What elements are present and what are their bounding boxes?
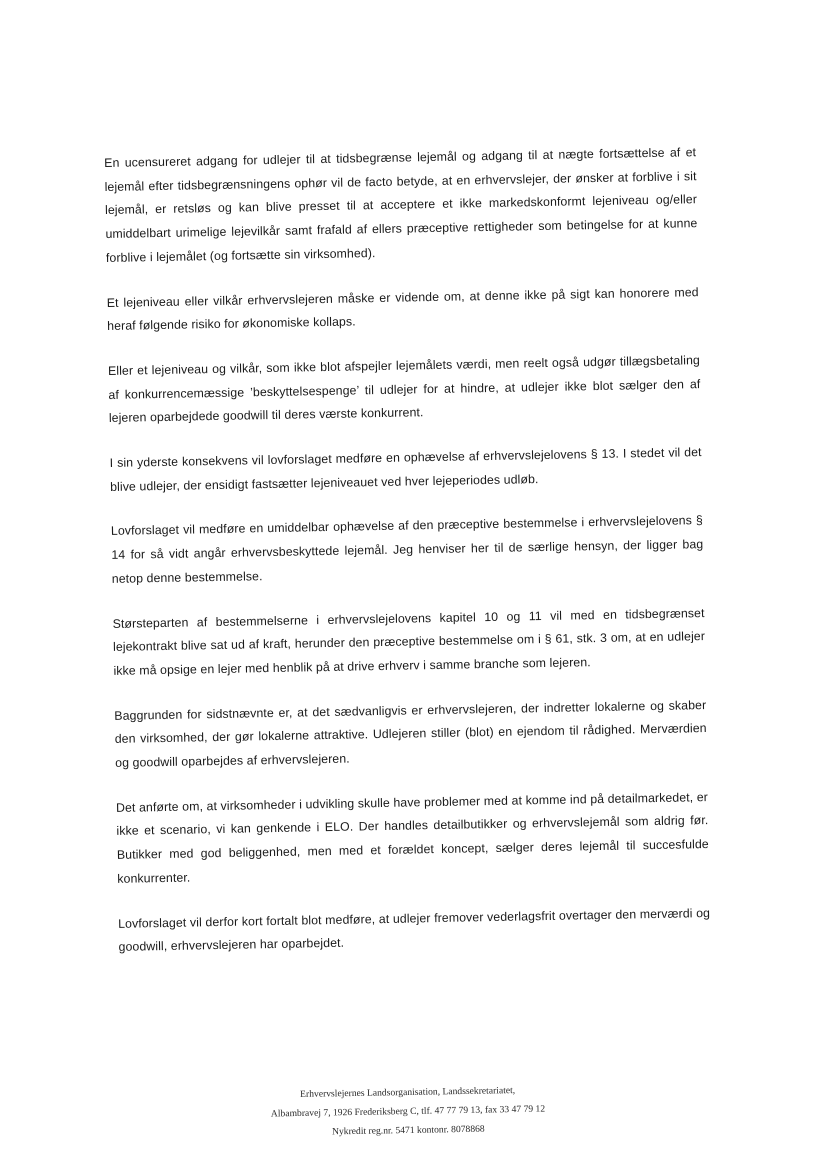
paragraph: Lovforslaget vil medføre en umiddelbar ophævelse af den præceptive bestemmelse i erhvervslejelovens § 14 for så vidt angår erhvervsbeskyttede lejemål. Jeg henviser her til de særlige hensyn, der ligger bag netop denne bestemmelse. — [110, 513, 704, 586]
footer-address: Albambravej 7, 1926 Frederiksberg C, tlf. 47 77 79 13, fax 33 47 79 12 — [270, 1103, 546, 1120]
paragraph: Det anførte om, at virksomheder i udvikling skulle have problemer med at komme ind på detailmarkedet, er ikke et scenario, vi kan genkende i ELO. Der handles detailbutikker og erhvervslejemål som aldrig før. Butikker med god beliggenhed, men med et forældet koncept, sælger deres lejemål til succesfulde konkurrenter. — [115, 789, 709, 886]
paragraph: Lovforslaget vil derfor kort fortalt blot medføre, at udlejer fremover vederlagsfrit overtager den merværdi og goodwill, erhvervslejeren har oparbejdet. — [118, 905, 711, 955]
paragraph: Eller et lejeniveau og vilkår, som ikke blot afspejler lejemålets værdi, men reelt også udgør tillægsbetaling af konkurrencemæssige ’beskyttelsespenge’ til udlejer for at hindre, at udlejer ikke blot sælger den af lejeren oparbejdede goodwill til deres værste konkurrent. — [107, 353, 701, 426]
footer-organization: Erhvervslejernes Landsorganisation, Landssekretariatet, — [300, 1085, 516, 1100]
paragraph: Baggrunden for sidstnævnte er, at det sædvanligvis er erhvervslejeren, der indretter lokalerne og skaber den virksomhed, der gør lokalerne attraktive. Udlejeren stiller (blot) en ejendom til rådighed. Merværdien og goodwill oparbejdes af erhvervslejeren. — [114, 697, 707, 770]
paragraph: En ucensureret adgang for udlejer til at tidsbegrænse lejemål og adgang til at nægte fortsættelse af et lejemål efter tidsbegrænsningens ophør vil de facto betyde, at en erhvervslejer, der ønsker at forblive i sit lejemål, er retsløs og kan blive presset til at acceptere et ikke markedskonformt lejeniveau og/eller umiddelbart urimelige lejevilkår samt frafald af ellers præceptive rettigheder som betingelse for at kunne forblive i lejemålet (og fortsætte sin virksomhed). — [104, 145, 698, 265]
page-footer — [228, 1080, 589, 1144]
footer-bank-details: Nykredit reg.nr. 5471 kontonr. 8078868 — [331, 1123, 485, 1138]
document-body — [104, 141, 711, 981]
paragraph: Et lejeniveau eller vilkår erhvervslejeren måske er vidende om, at denne ikke på sigt kan honorere med heraf følgende risiko for økonomiske kollaps. — [106, 284, 699, 334]
paragraph: Størsteparten af bestemmelserne i erhvervslejelovens kapitel 10 og 11 vil med en tidsbegrænset lejekontrakt blive sat ud af kraft, herunder den præceptive bestemmelse om i § 61, stk. 3 om, at en udlejer ikke må opsige en lejer med henblik på at drive erhverv i samme branche som lejeren. — [112, 605, 706, 678]
paragraph: I sin yderste konsekvens vil lovforslaget medføre en ophævelse af erhvervslejelovens § 13. I stedet vil det blive udlejer, der ensidigt fastsætter lejeniveauet ved hver lejeperiodes udløb. — [109, 445, 702, 494]
